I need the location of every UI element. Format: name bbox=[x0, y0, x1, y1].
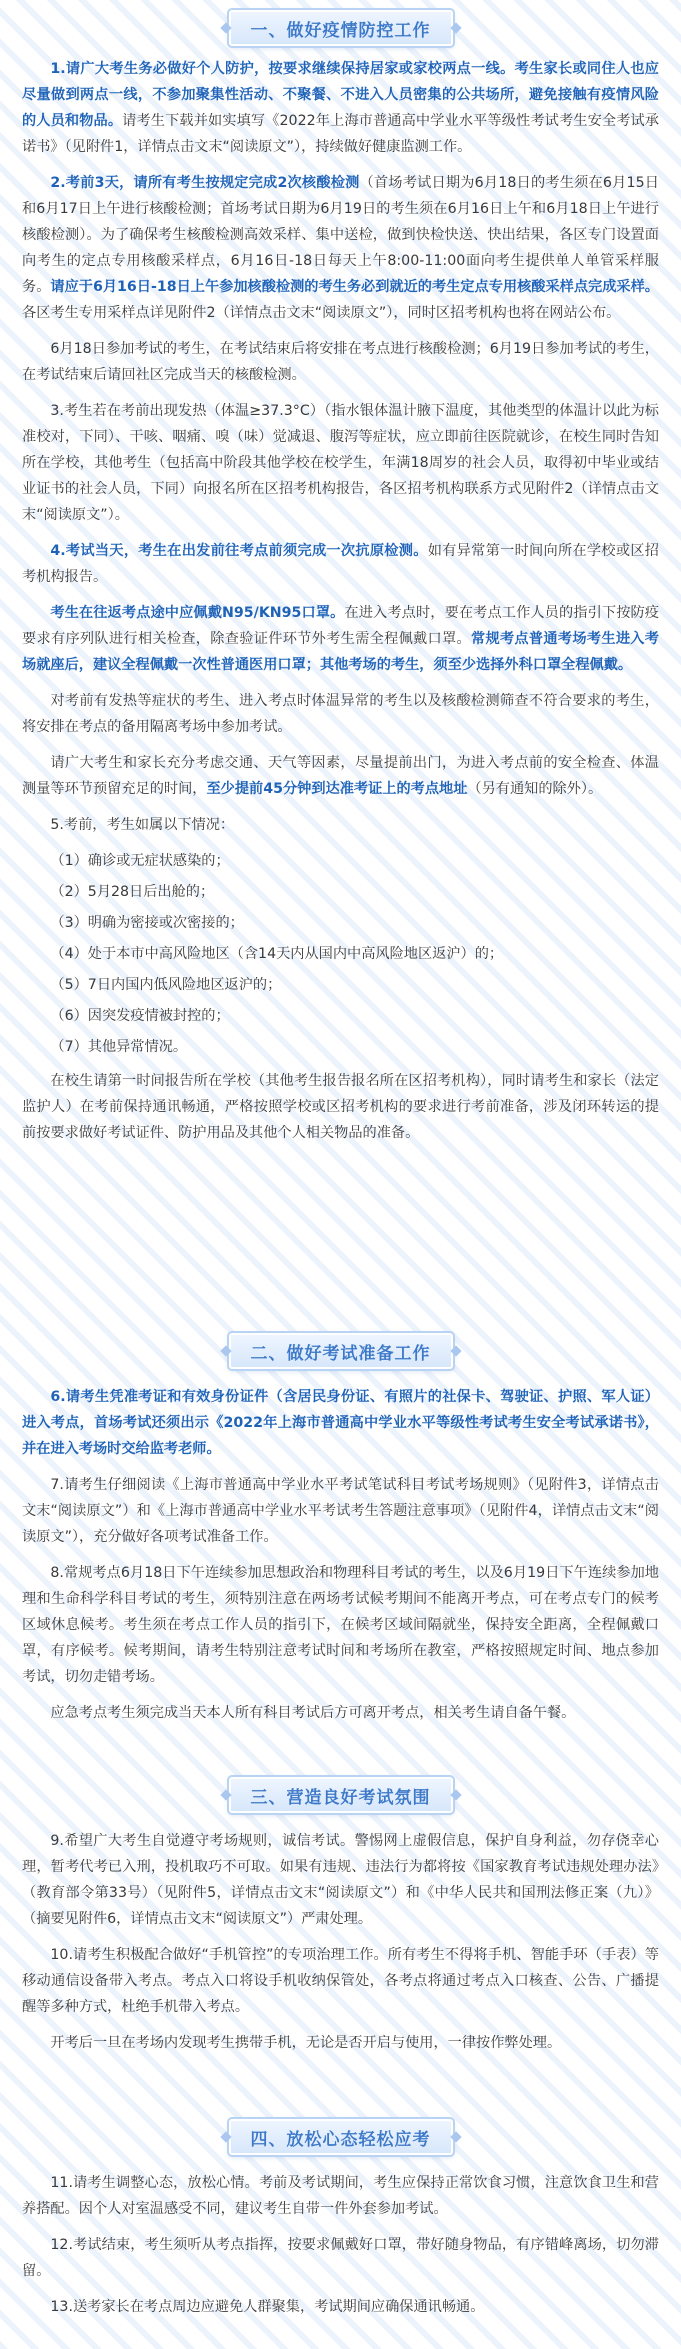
body-text: （首场考试日期为6月18日的考生须在6月15日和6月17日上午进行核酸检测；首场考试日期为6月19日的考生须在6月16日上午和6月18日上午进行核酸检测）。为了确保考生核酸检测高效采样、集中送检，做到快检快送、快出结果，各区专门设置面向考生的定点专用核酸采样点，6月16日-18日每天上午8:00-11:00面向考生提供单人单管采样服务。 bbox=[22, 175, 659, 295]
paragraph-read-rules: 7.请考生仔细阅读《上海市普通高中学业水平考试笔试科目考试考场规则》（见附件3，详情点击文末“阅读原文”）和《上海市普通高中学业水平考试考生答题注意事项》（见附件4，详情点击文末“阅读原文”），充分做好各项考试准备工作。 bbox=[22, 1477, 659, 1545]
paragraph-report: 在校生请第一时间报告所在学校（其他考生报告报名所在区招考机构），同时请考生和家长（法定监护人）在考前保持通讯畅通，严格按照学校或区招考机构的要求进行考前准备，涉及闭环转运的提前按要求做好考试证件、防护用品及其他个人相关物品的准备。 bbox=[22, 1073, 659, 1141]
paragraph-parents: 13.送考家长在考点周边应避免人群聚集，考试期间应确保通讯畅通。 bbox=[50, 2299, 485, 2315]
paragraph-antigen-test bbox=[22, 538, 659, 590]
list-item: （4）处于本市中高风险地区（含14天内从国内中高风险地区返沪）的； bbox=[50, 946, 504, 962]
section-header bbox=[0, 1328, 681, 1374]
body-text: （另有通知的除外）。 bbox=[467, 781, 603, 797]
section-header bbox=[0, 2114, 681, 2160]
list-item: （6）因突发疫情被封控的； bbox=[50, 1008, 230, 1024]
list-item: （1）确诊或无症状感染的； bbox=[50, 853, 230, 869]
paragraph-symptoms: 3.考生若在考前出现发热（体温≥37.3°C）（指水银体温计腋下温度，其他类型的体温计以此为标准校对，下同）、干咳、咽痛、嗅（味）觉减退、腹泻等症状，应立即前往医院就诊，在校生同时告知所在学校，其他考生（包括高中阶段其他学校在校学生，年满18周岁的社会人员，取得初中毕业或结业证书的社会人员，下同）向报名所在区招考机构报告，各区招考机构联系方式见附件2（详情点击文末“阅读原文”）。 bbox=[22, 403, 659, 523]
section-title: 二、做好考试准备工作 bbox=[229, 1333, 453, 1369]
section-title: 三、营造良好考试氛围 bbox=[229, 1777, 453, 1813]
body-text: 如有异常第一时间向所在学校或区招考机构报告。 bbox=[22, 543, 659, 585]
body-text: 请考生下载并如实填写《2022年上海市普通高中学业水平等级性考试考生安全考试承诺书》（见附件1，详情点击文末“阅读原文”），持续做好健康监测工作。 bbox=[22, 113, 659, 155]
list-item: （5）7日内国内低风险地区返沪的； bbox=[50, 977, 282, 993]
paragraph-integrity: 9.希望广大考生自觉遵守考场规则，诚信考试。警惕网上虚假信息，保护自身利益，勿存侥幸心理，暂考代考已入刑，投机取巧不可取。如果有违规、违法行为都将按《国家教育考试违规处理办法》（教育部令第33号）（见附件5，详情点击文末“阅读原文”）和《中华人民共和国刑法修正案（九）》（摘要见附件6，详情点击文末“阅读原文”）严肃处理。 bbox=[22, 1833, 659, 1927]
body-text: 在进入考点时，要在考点工作人员的指引下按防疫要求有序列队进行相关检查，除查验证件环节外考生需全程佩戴口罩。 bbox=[22, 605, 659, 647]
paragraph-leave-orderly: 12.考试结束，考生须听从考点指挥，按要求佩戴好口罩，带好随身物品，有序错峰离场，切勿滞留。 bbox=[22, 2237, 659, 2279]
list-item: （3）明确为密接或次密接的； bbox=[50, 915, 244, 931]
paragraph-exam-day-test: 6月18日参加考试的考生，在考试结束后将安排在考点进行核酸检测；6月19日参加考试的考生，在考试结束后请回社区完成当天的核酸检测。 bbox=[22, 341, 659, 383]
paragraph-situations-intro: 5.考前，考生如属以下情况： bbox=[50, 817, 235, 833]
highlight-text: 请应于6月16日-18日上午参加核酸检测的考生务必到就近的考生定点专用核酸采样点完成采样。 bbox=[50, 279, 659, 295]
paragraph-personal-protection bbox=[22, 56, 659, 160]
section-body bbox=[22, 1384, 659, 1736]
section-header bbox=[0, 5, 681, 51]
paragraph-waiting-area: 8.常规考点6月18日下午连续参加思想政治和物理科目考试的考生，以及6月19日下午连续参加地理和生命科学科目考试的考生，须特别注意在两场考试候考期间不能离开考点，可在考点专门的候考区域休息候考。考生须在考点工作人员的指引下，在候考区域间隔就坐，保持安全距离，全程佩戴口罩，有序候考。候考期间，请考生特别注意考试时间和考场所在教室，严格按照规定时间、地点参加考试，切勿走错考场。 bbox=[22, 1565, 659, 1685]
section-body bbox=[22, 1828, 659, 2066]
section-title: 一、做好疫情防控工作 bbox=[229, 10, 453, 46]
paragraph-mindset: 11.请考生调整心态，放松心情。考前及考试期间，考生应保持正常饮食习惯，注意饮食卫生和营养搭配。因个人对室温感受不同，建议考生自带一件外套参加考试。 bbox=[22, 2175, 659, 2217]
highlight-text: 至少提前45分钟到达准考证上的考点地址 bbox=[206, 781, 468, 797]
section-title: 四、放松心态轻松应考 bbox=[229, 2119, 453, 2155]
highlight-text: 常规考点普通考场考生进入考场就座后，建议全程佩戴一次性普通医用口罩；其他考场的考生，须至少选择外科口罩全程佩戴。 bbox=[22, 631, 659, 673]
paragraph-phone-control: 10.请考生积极配合做好“手机管控”的专项治理工作。所有考生不得将手机、智能手环（手表）等移动通信设备带入考点。考点入口将设手机收纳保管处，各考点将通过考点入口核查、公告、广播提醒等多种方式，杜绝手机带入考点。 bbox=[22, 1947, 659, 2015]
highlight-text: 1.请广大考生务必做好个人防护，按要求继续保持居家或家校两点一线。考生家长或同住人也应尽量做到两点一线，不参加聚集性活动、不聚餐、不进入人员密集的公共场所，避免接触有疫情风险的人员和物品。 bbox=[22, 61, 659, 129]
paragraph-phone-cheating: 开考后一旦在考场内发现考生携带手机，无论是否开启与使用，一律按作弊处理。 bbox=[50, 2035, 562, 2051]
list-item: （2）5月28日后出舱的； bbox=[50, 884, 215, 900]
body-text: 各区考生专用采样点详见附件2（详情点击文末“阅读原文”），同时区招考机构也将在网站公布。 bbox=[22, 305, 621, 321]
list-item: （7）其他异常情况。 bbox=[50, 1039, 188, 1055]
section-body bbox=[22, 56, 659, 1156]
section-body bbox=[22, 2170, 659, 2330]
body-text: 请广大考生和家长充分考虑交通、天气等因素，尽量提前出门，为进入考点前的安全检查、体温测量等环节预留充足的时间， bbox=[22, 755, 659, 797]
highlight-text: 2.考前3天，请所有考生按规定完成2次核酸检测 bbox=[50, 175, 360, 191]
section-header bbox=[0, 1772, 681, 1818]
paragraph-nucleic-test bbox=[22, 170, 659, 326]
paragraph-arrival-time bbox=[22, 750, 659, 802]
highlight-text: 4.考试当天，考生在出发前往考点前须完成一次抗原检测。 bbox=[50, 543, 428, 559]
paragraph-masks bbox=[22, 600, 659, 678]
paragraph-isolation-room: 对考前有发热等症状的考生、进入考点时体温异常的考生以及核酸检测筛查不符合要求的考生，将安排在考点的备用隔离考场中参加考试。 bbox=[22, 693, 659, 735]
highlight-text: 考生在往返考点途中应佩戴N95/KN95口罩。 bbox=[50, 605, 345, 621]
paragraph-id-documents: 6.请考生凭准考证和有效身份证件（含居民身份证、有照片的社保卡、驾驶证、护照、军人证）进入考点，首场考试还须出示《2022年上海市普通高中学业水平等级性考试考生安全考试承诺书》，并在进入考场时交给监考老师。 bbox=[22, 1389, 659, 1457]
paragraph-lunch: 应急考点考生须完成当天本人所有科目考试后方可离开考点，相关考生请自备午餐。 bbox=[50, 1705, 576, 1721]
